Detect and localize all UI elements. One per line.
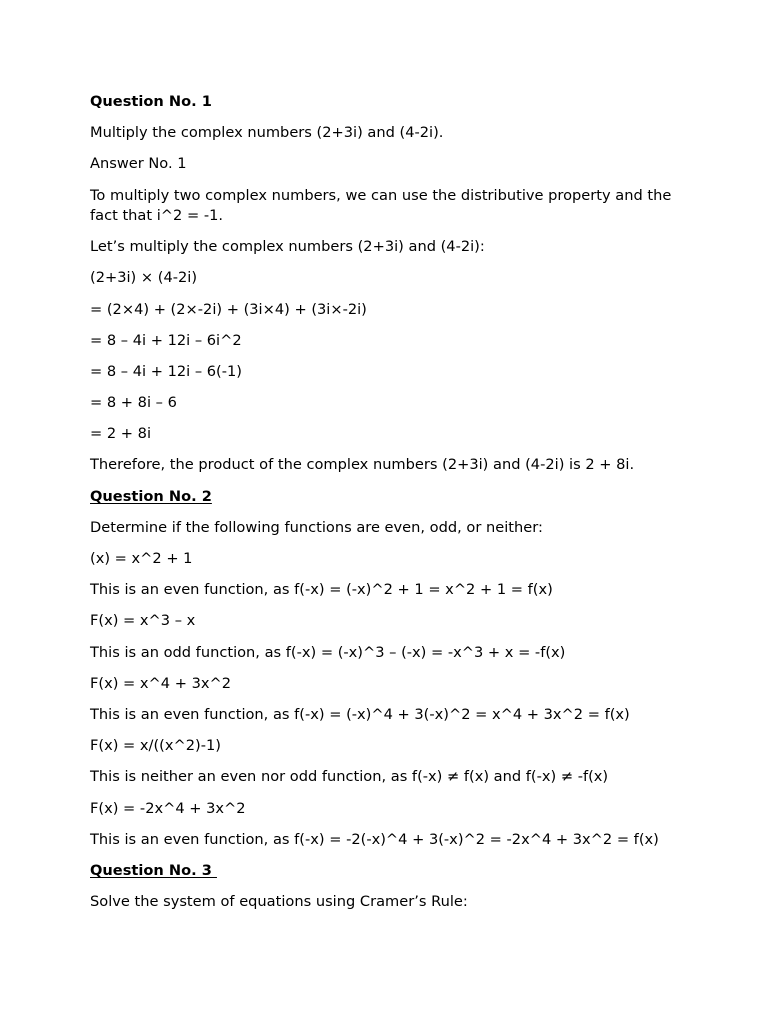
question-3-heading-text: Question No. 3 xyxy=(90,861,217,879)
answer-1-conclusion: Therefore, the product of the complex numbers (2+3i) and (4-2i) is 2 + 8i. xyxy=(90,456,635,474)
function-explanation: This is an even function, as f(-x) = -2(-x)^4 + 3(-x)^2 = -2x^4 + 3x^2 = f(x) xyxy=(90,830,659,848)
answer-1-step: = 8 – 4i + 12i – 6i^2 xyxy=(90,331,242,349)
answer-1-intro: To multiply two complex numbers, we can use the distributive property and the fact that i^2 = -1. xyxy=(90,186,672,225)
answer-1-step: = 8 + 8i – 6 xyxy=(90,394,177,412)
function-item: F(x) = x^4 + 3x^2 xyxy=(90,674,232,692)
function-explanation: This is an odd function, as f(-x) = (-x)^3 – (-x) = -x^3 + x = -f(x) xyxy=(90,643,566,661)
question-2-prompt: Determine if the following functions are even, odd, or neither: xyxy=(90,518,543,536)
function-item: F(x) = x/((x^2)-1) xyxy=(90,737,221,755)
question-3-prompt: Solve the system of equations using Cramer’s Rule: xyxy=(90,893,468,911)
document-page xyxy=(90,92,690,923)
question-3-heading xyxy=(90,861,690,881)
function-explanation: This is neither an even nor odd function, as f(-x) ≠ f(x) and f(-x) ≠ -f(x) xyxy=(90,768,609,786)
question-2-heading xyxy=(90,487,690,507)
answer-1-step: = (2×4) + (2×-2i) + (3i×4) + (3i×-2i) xyxy=(90,300,367,318)
answer-1-setup: Let’s multiply the complex numbers (2+3i) and (4-2i): xyxy=(90,238,485,256)
question-2-heading-text: Question No. 2 xyxy=(90,487,212,505)
function-item: F(x) = x^3 – x xyxy=(90,612,196,630)
function-item: F(x) = -2x^4 + 3x^2 xyxy=(90,799,246,817)
function-explanation: This is an even function, as f(-x) = (-x)^2 + 1 = x^2 + 1 = f(x) xyxy=(90,581,553,599)
answer-1-step: = 8 – 4i + 12i – 6(-1) xyxy=(90,362,242,380)
answer-1-step: = 2 + 8i xyxy=(90,425,151,443)
answer-1-heading: Answer No. 1 xyxy=(90,155,187,173)
function-item: (x) = x^2 + 1 xyxy=(90,550,193,568)
answer-1-step: (2+3i) × (4-2i) xyxy=(90,269,198,287)
function-explanation: This is an even function, as f(-x) = (-x)^4 + 3(-x)^2 = x^4 + 3x^2 = f(x) xyxy=(90,705,630,723)
question-1-prompt: Multiply the complex numbers (2+3i) and (4-2i). xyxy=(90,124,444,142)
question-1-heading: Question No. 1 xyxy=(90,93,212,110)
